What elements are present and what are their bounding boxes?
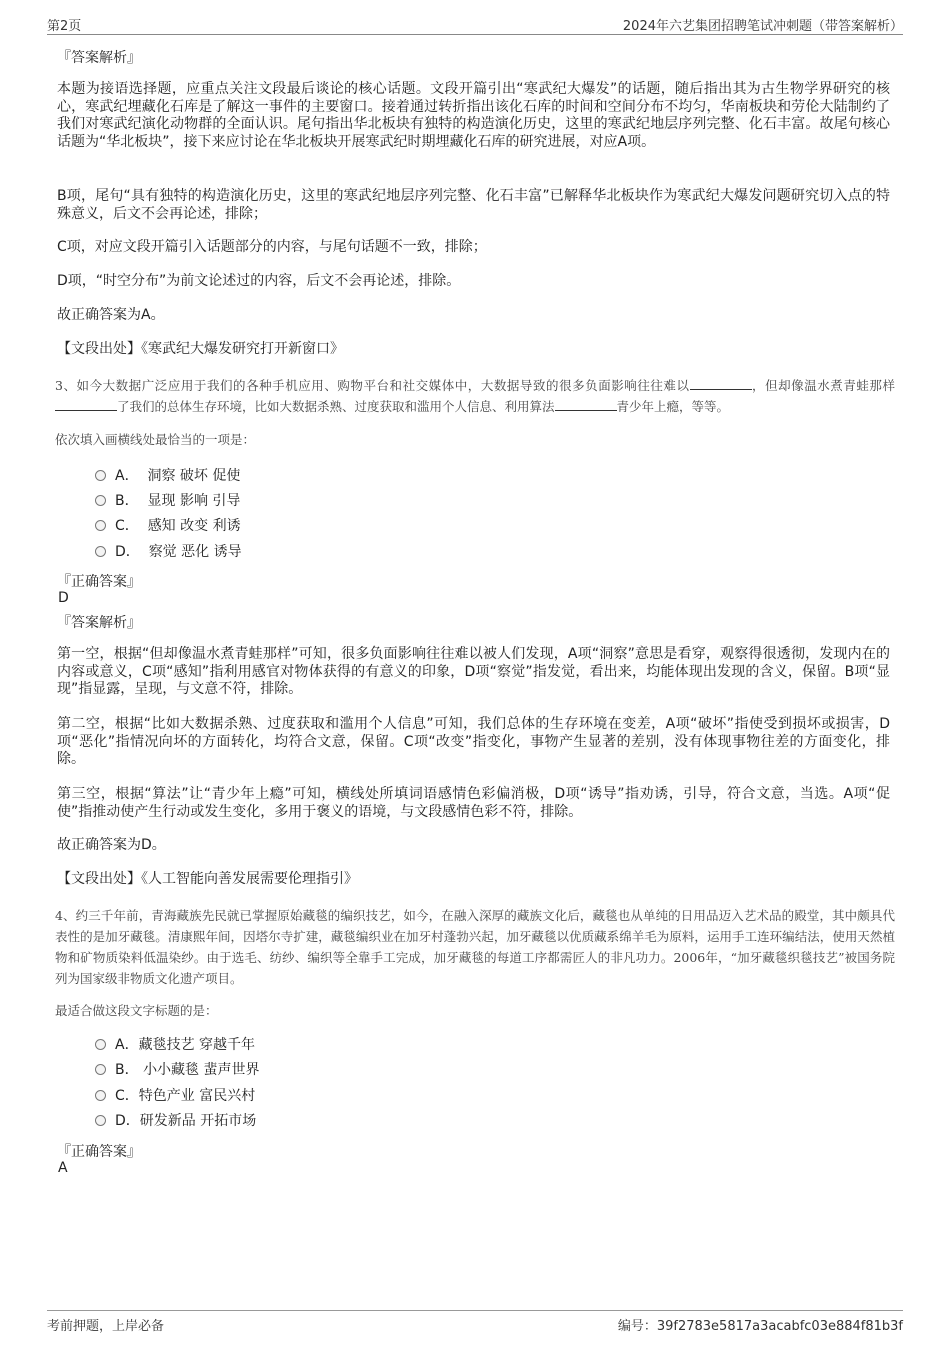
q4-option-a[interactable]: A．藏毯技艺 穿越千年 xyxy=(95,1035,255,1055)
q3-correct-label: 『正确答案』 xyxy=(57,574,141,590)
page-header xyxy=(47,14,903,35)
q3-explain-p2: 第二空，根据“比如大数据杀熟、过度获取和滥用个人信息”可知，我们总体的生存环境在变差，A项“破坏”指使受到损坏或损害，D项“恶化”指情况向坏的方面转化，均符合文意，保留。C项“改变”指变化，事物产生显著的差别，没有体现事物往差的方面变化，排除。 xyxy=(57,716,890,767)
q3-explain-p1: 第一空，根据“但却像温水煮青蛙那样”可知，很多负面影响往往难以被人们发现，A项“洞察”意思是看穿，观察得很透彻，发现内在的内容或意义，C项“感知”指利用感官对物体获得的有意义的印象，D项“察觉”指发觉，看出来，均能体现出发现的含义，保留。B项“显现”指显露，呈现，与文意不符，排除。 xyxy=(57,646,890,697)
radio-button[interactable] xyxy=(95,495,106,506)
radio-button[interactable] xyxy=(95,1090,106,1101)
radio-button[interactable] xyxy=(95,520,106,531)
q3-explain-label: 『答案解析』 xyxy=(57,615,141,631)
page-footer xyxy=(47,1310,903,1334)
q2-conclusion: 故正确答案为A。 xyxy=(57,307,165,323)
radio-button[interactable] xyxy=(95,1039,106,1050)
radio-button[interactable] xyxy=(95,470,106,481)
q2-explain-p1: 本题为接语选择题，应重点关注文段最后谈论的核心话题。文段开篇引出“寒武纪大爆发”的话题，随后指出其为古生物学界研究的核心，寒武纪埋藏化石库是了解这一事件的主要窗口。接着通过转折指出该化石库的时间和空间分布不均匀，华南板块和劳伦大陆制约了我们对寒武纪演化动物群的全面认识。尾句指出华北板块有独特的构造演化历史，这里的寒武纪地层序列完整、化石丰富。故尾句核心话题为“华北板块”，接下来应讨论在华北板块开展寒武纪时期埋藏化石库的研究进展，对应A项。 xyxy=(57,81,890,150)
q3-option-a[interactable]: A． 洞察 破坏 促使 xyxy=(95,466,240,486)
radio-button[interactable] xyxy=(95,1064,106,1075)
q4-option-d[interactable]: D．研发新品 开拓市场 xyxy=(95,1111,256,1131)
page-number: 第2页 xyxy=(47,19,82,34)
q3-option-c[interactable]: C． 感知 改变 利诱 xyxy=(95,516,241,536)
q3-correct-answer: D xyxy=(58,590,69,606)
q4-option-b[interactable]: B． 小小藏毯 蜚声世界 xyxy=(95,1060,260,1080)
q4-correct-label: 『正确答案』 xyxy=(57,1144,141,1160)
fill-blank xyxy=(555,398,617,411)
fill-blank xyxy=(55,398,117,411)
q4-stem: 4、约三千年前，青海藏族先民就已掌握原始藏毯的编织技艺，如今，在融入深厚的藏族文化后，藏毯也从单纯的日用品迈入艺术品的殿堂，其中颇具代表性的是加牙藏毯。清康熙年间，因塔尔寺扩建，藏毯编织业在加牙村蓬勃兴起，加牙藏毯以优质藏系绵羊毛为原料，运用手工连环编结法，使用天然植物和矿物质染料低温染纱。由于选毛、纺纱、编织等全靠手工完成，加牙藏毯的每道工序都需匠人的非凡功力。2006年，“加牙藏毯织毯技艺”被国务院列为国家级非物质文化遗产项目。 xyxy=(55,908,895,986)
radio-button[interactable] xyxy=(95,1115,106,1126)
document-id: 编号：39f2783e5817a3acabfc03e884f81b3f xyxy=(617,1319,903,1334)
q3-explain-p3: 第三空，根据“算法”让“青少年上瘾”可知，横线处所填词语感情色彩偏消极，D项“诱导”指劝诱，引导，符合文意，当选。A项“促使”指推动使产生行动或发生变化，多用于褒义的语境，与文段感情色彩不符，排除。 xyxy=(57,786,890,820)
q4-correct-answer: A xyxy=(58,1160,68,1176)
document-title: 2024年六艺集团招聘笔试冲刺题（带答案解析） xyxy=(622,19,903,34)
q4-option-c[interactable]: C．特色产业 富民兴村 xyxy=(95,1086,255,1106)
footer-slogan: 考前押题，上岸必备 xyxy=(47,1319,165,1334)
q2-explain-p3: C项，对应文段开篇引入话题部分的内容，与尾句话题不一致，排除； xyxy=(57,239,487,255)
q2-explain-p2: B项，尾句“具有独特的构造演化历史，这里的寒武纪地层序列完整、化石丰富”已解释华北板块作为寒武纪大爆发问题研究切入点的特殊意义，后文不会再论述，排除； xyxy=(57,188,890,222)
fill-blank xyxy=(690,377,752,390)
q3-option-b[interactable]: B． 显现 影响 引导 xyxy=(95,491,240,511)
q2-source: 【文段出处】《寒武纪大爆发研究打开新窗口》 xyxy=(57,341,344,357)
q3-stem: 3、如今大数据广泛应用于我们的各种手机应用、购物平台和社交媒体中，大数据导致的很多负面影响往往难以 ，但却像温水煮青蛙那样了我们的总体生存环境，比如大数据杀熟、过度获取和滥用个人信息、利用算法 青少年上瘾，等等。 xyxy=(55,378,895,414)
q3-prompt: 依次填入画横线处最恰当的一项是： xyxy=(55,432,256,447)
q2-explain-p4: D项，“时空分布”为前文论述过的内容，后文不会再论述，排除。 xyxy=(57,273,461,289)
q3-option-d[interactable]: D． 察觉 恶化 诱导 xyxy=(95,542,242,562)
radio-button[interactable] xyxy=(95,546,106,557)
q4-prompt: 最适合做这段文字标题的是： xyxy=(55,1003,218,1018)
q3-source: 【文段出处】《人工智能向善发展需要伦理指引》 xyxy=(57,871,358,887)
q2-explain-label: 『答案解析』 xyxy=(57,50,141,66)
q3-conclusion: 故正确答案为D。 xyxy=(57,837,166,853)
